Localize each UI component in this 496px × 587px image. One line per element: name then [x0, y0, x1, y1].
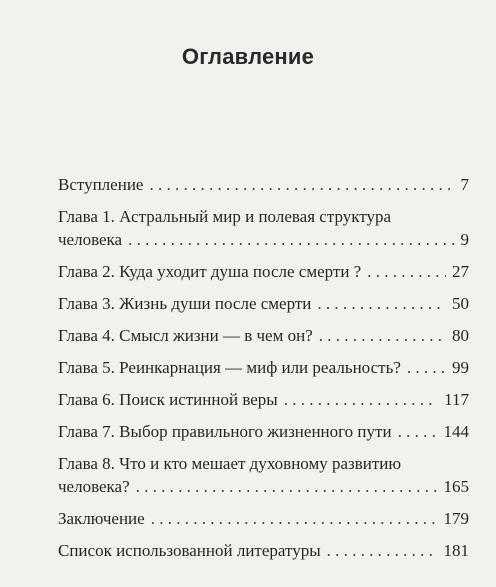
toc-entry-title: Вступление: [58, 175, 144, 194]
toc-page-number: 179: [443, 509, 469, 528]
toc-entry: [58, 260, 469, 283]
toc-entry-title: Глава 3. Жизнь души после смерти: [58, 294, 312, 313]
toc-entry-title: Глава 7. Выбор правильного жизненного пути: [58, 422, 392, 441]
dot-leader: [327, 539, 438, 562]
toc-entry-title: Глава 4. Смысл жизни — в чем он?: [58, 326, 313, 345]
toc-line: [58, 228, 469, 251]
page-title: Оглавление: [181, 44, 315, 69]
toc-entry: [58, 173, 469, 196]
toc-entry: [58, 452, 469, 498]
toc-line: [58, 205, 469, 228]
dot-leader: [407, 356, 446, 379]
toc-entry-title: Глава 5. Реинкарнация — миф или реальность?: [58, 358, 401, 377]
toc-entry-title: Список использованной литературы: [58, 541, 321, 560]
toc-line: [58, 475, 469, 498]
toc-line: [58, 539, 469, 562]
toc-page-number: 117: [444, 390, 469, 409]
toc-entry-title-continued: человека?: [58, 477, 130, 496]
dot-leader: [128, 228, 454, 251]
toc-page-number: 7: [460, 175, 469, 194]
toc-entry-title-continued: человека: [58, 230, 123, 249]
table-of-contents: [58, 173, 469, 571]
toc-entry-title: Глава 8. Что и кто мешает духовному развитию: [58, 454, 402, 473]
toc-entry: [58, 420, 469, 443]
toc-entry-title: Заключение: [58, 509, 145, 528]
toc-line: [58, 452, 469, 475]
toc-entry: [58, 205, 469, 251]
toc-line: [58, 260, 469, 283]
toc-entry: [58, 507, 469, 530]
dot-leader: [149, 173, 454, 196]
toc-page-number: 9: [460, 230, 469, 249]
toc-entry: [58, 292, 469, 315]
dot-leader: [284, 388, 438, 411]
dot-leader: [151, 507, 438, 530]
toc-entry: [58, 324, 469, 347]
toc-page-number: 99: [452, 358, 469, 377]
toc-line: [58, 324, 469, 347]
toc-page-number: 181: [443, 541, 469, 560]
toc-page-number: 144: [443, 422, 469, 441]
dot-leader: [398, 420, 438, 443]
toc-line: [58, 388, 469, 411]
toc-line: [58, 420, 469, 443]
toc-line: [58, 356, 469, 379]
toc-entry: [58, 356, 469, 379]
toc-line: [58, 507, 469, 530]
toc-page-number: 80: [452, 326, 469, 345]
toc-line: [58, 292, 469, 315]
toc-entry: [58, 539, 469, 562]
toc-entry: [58, 388, 469, 411]
dot-leader: [319, 324, 446, 347]
toc-page-number: 50: [452, 294, 469, 313]
toc-entry-title: Глава 2. Куда уходит душа после смерти ?: [58, 262, 362, 281]
dot-leader: [136, 475, 438, 498]
toc-entry-title: Глава 6. Поиск истинной веры: [58, 390, 278, 409]
dot-leader: [317, 292, 446, 315]
toc-page-number: 165: [443, 477, 469, 496]
toc-entry-title: Глава 1. Астральный мир и полевая структура: [58, 207, 392, 226]
dot-leader: [367, 260, 446, 283]
toc-line: [58, 173, 469, 196]
toc-page-number: 27: [452, 262, 469, 281]
